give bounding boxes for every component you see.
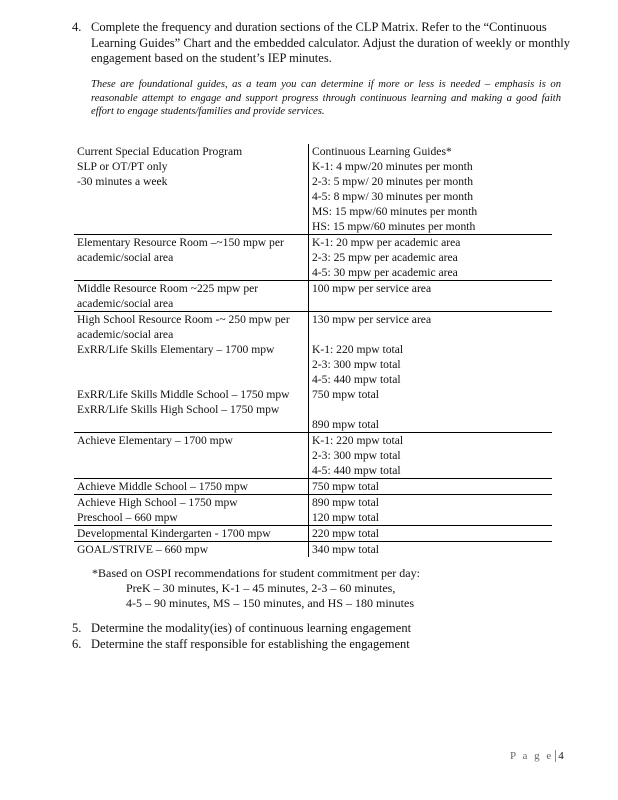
program-cell: [74, 312, 309, 433]
step-item: [72, 637, 411, 653]
guide-line: 120 mpw total: [312, 511, 379, 524]
table-row: [74, 495, 552, 526]
program-line: Current Special Education Program: [77, 145, 243, 158]
program-cell: [74, 542, 309, 558]
table-row: [74, 433, 552, 479]
guide-cell: [309, 495, 553, 526]
program-line: ExRR/Life Skills High School – 1750 mpw: [77, 403, 280, 416]
step-text: Complete the frequency and duration sections of the CLP Matrix. Refer to the “Continuous Learning Guides” Chart and the embedded calculator. Adjust the duration of weekly or monthly engagement based on the student’s IEP minutes.: [91, 20, 571, 65]
program-line: Achieve Middle School – 1750 mpw: [77, 480, 248, 493]
table-row: [74, 312, 552, 433]
step-number: 5.: [72, 621, 82, 635]
program-line: Developmental Kindergarten - 1700 mpw: [77, 527, 271, 540]
program-line: Achieve High School – 1750 mpw: [77, 496, 238, 509]
guide-cell: [309, 312, 553, 433]
program-line: ExRR/Life Skills Middle School – 1750 mpw: [77, 388, 290, 401]
continuous-learning-guides-table: [74, 144, 552, 557]
step-text: Determine the modality(ies) of continuous learning engagement: [91, 621, 412, 635]
footnote: [92, 566, 420, 611]
guide-line: 2-3: 5 mpw/ 20 minutes per month: [312, 175, 474, 188]
step-text: Determine the staff responsible for establishing the engagement: [91, 636, 410, 651]
steps-list: [72, 621, 411, 652]
program-line: Preschool – 660 mpw: [77, 511, 178, 524]
guide-line: 750 mpw total: [312, 388, 379, 401]
table-row: [74, 479, 552, 495]
guide-line: 4-5: 440 mpw total: [312, 464, 401, 477]
guide-line: 890 mpw total: [312, 418, 379, 431]
program-line: GOAL/STRIVE – 660 mpw: [77, 543, 209, 556]
page-number-value: 4: [555, 750, 564, 762]
program-line: -30 minutes a week: [77, 175, 168, 188]
guide-cell: [309, 479, 553, 495]
guide-line: 4-5: 30 mpw per academic area: [312, 266, 458, 279]
footnote-line: *Based on OSPI recommendations for student commitment per day:: [92, 566, 420, 580]
guide-line: K-1: 220 mpw total: [312, 434, 404, 447]
step-number: 6.: [72, 636, 82, 651]
guide-line: [312, 402, 549, 417]
page-number: [510, 750, 564, 762]
program-line: SLP or OT/PT only: [77, 160, 168, 173]
table-row: [74, 281, 552, 312]
program-cell: [74, 433, 309, 479]
footnote-line: 4-5 – 90 minutes, MS – 150 minutes, and HS – 180 minutes: [126, 596, 414, 610]
guide-line: 4-5: 440 mpw total: [312, 373, 401, 386]
guide-line: HS: 15 mpw/60 minutes per month: [312, 220, 476, 233]
program-line: [77, 357, 305, 372]
guide-line: K-1: 20 mpw per academic area: [312, 236, 461, 249]
guide-line: 130 mpw per service area: [312, 313, 432, 326]
guide-line: 2-3: 300 mpw total: [312, 449, 401, 462]
table-row: [74, 144, 552, 235]
program-cell: [74, 235, 309, 281]
program-cell: [74, 526, 309, 542]
guide-line: 890 mpw total: [312, 496, 379, 509]
footnote-line: PreK – 30 minutes, K-1 – 45 minutes, 2-3 – 60 minutes,: [126, 581, 396, 595]
step-number: 4.: [72, 20, 82, 34]
program-cell: [74, 479, 309, 495]
guide-cell: [309, 542, 553, 558]
program-line: Achieve Elementary – 1700 mpw: [77, 434, 233, 447]
page-label: P a g e: [510, 750, 554, 762]
guide-line: 4-5: 8 mpw/ 30 minutes per month: [312, 190, 474, 203]
guide-line: 2-3: 25 mpw per academic area: [312, 251, 458, 264]
program-cell: [74, 144, 309, 235]
guide-cell: [309, 433, 553, 479]
program-cell: [74, 281, 309, 312]
guide-line: MS: 15 mpw/60 minutes per month: [312, 205, 478, 218]
guide-line: K-1: 4 mpw/20 minutes per month: [312, 160, 473, 173]
guide-line: Continuous Learning Guides*: [312, 145, 452, 158]
program-line: Elementary Resource Room –~150 mpw per academic/social area: [77, 236, 284, 264]
program-line: [77, 372, 305, 387]
guide-cell: [309, 235, 553, 281]
guide-line: 100 mpw per service area: [312, 282, 432, 295]
guide-line: K-1: 220 mpw total: [312, 343, 404, 356]
guide-line: 750 mpw total: [312, 480, 379, 493]
guide-cell: [309, 281, 553, 312]
program-line: ExRR/Life Skills Elementary – 1700 mpw: [77, 343, 275, 356]
program-line: Middle Resource Room ~225 mpw per academic/social area: [77, 282, 259, 310]
guide-line: 340 mpw total: [312, 543, 379, 556]
step-item: [72, 621, 411, 637]
guide-cell: [309, 144, 553, 235]
program-cell: [74, 495, 309, 526]
guidance-note: These are foundational guides, as a team you can determine if more or less is needed – emphasis is on reasonable attempt to engage and support progress through continuous learning and making a good faith effort to engage students/families and provide services.: [91, 79, 561, 118]
step-4: [72, 20, 572, 67]
guide-cell: [309, 526, 553, 542]
guide-line: [312, 327, 549, 342]
table-row: [74, 235, 552, 281]
table-row: [74, 542, 552, 558]
program-line: High School Resource Room -~ 250 mpw per academic/social area: [77, 313, 290, 341]
table-row: [74, 526, 552, 542]
guide-line: 220 mpw total: [312, 527, 379, 540]
guide-line: 2-3: 300 mpw total: [312, 358, 401, 371]
